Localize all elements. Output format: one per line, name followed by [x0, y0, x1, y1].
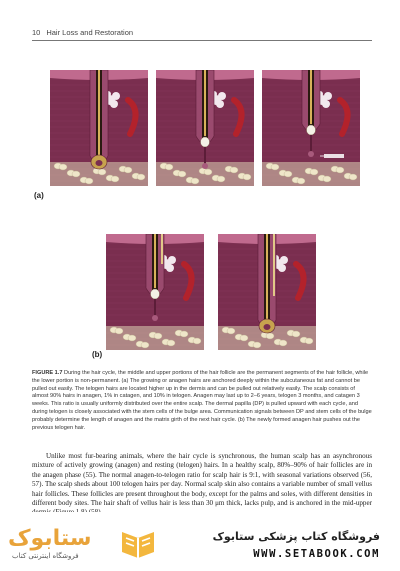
follicle-panel-4 — [106, 234, 204, 350]
logo-subtitle: فروشگاه اینترنتی کتاب — [12, 552, 79, 560]
running-title: Hair Loss and Restoration — [46, 28, 134, 37]
page-number: 10 — [32, 28, 41, 37]
book-badge-icon — [118, 526, 158, 560]
setabook-logo — [8, 526, 91, 551]
caption-text: During the hair cycle, the middle and upper portions of the hair follicle are the permanent segments of the hair follicle, while the lower portion is non-permanent. (a) The growing or anagen hairs are anchored deeply within the subcutaneous fat and cannot be pulled out easily. The telogen hairs are located higher up in the dermis and can be pulled out relatively easily. The scalp consists of almost 90% hairs in anagen, 1% in catagen, and 10% in telogen. Anagen may last up to 2–6 years, telogen 3 months, and catagen 3 weeks. This ratio is usually uniformly distributed over the entire scalp. The dermal papilla (DP) is pulled upward with each cycle, and during telogen is closely associated with the stem cells of the bulge area. Communication signals between DP and stem cells of the bulge probably determine the length of anagen and the matrix girth of the next hair cycle. (b) The newly formed anagen hair pushes out the previous telogen hair. — [32, 370, 372, 431]
running-header — [32, 28, 372, 42]
body-text — [32, 452, 372, 518]
footer-banner — [0, 512, 400, 571]
logo-wordmark: ستابوک — [8, 526, 92, 551]
header-rule — [32, 40, 372, 41]
body-paragraph: Unlike most fur-bearing animals, where the hair cycle is synchronous, the human scalp has an asynchronous mixture of actively growing (anagen) and resting (telogen) hairs. In a healthy scalp, 80%–90% of hair follicles are in the anagen phase (55). The normal anagen-to-telogen ratio for scalp hair is 9:1, with seasonal variations observed (56, 57). The scalp sheds about 100 telogen hairs per day. Normal scalp skin also contains a variable number of small vellus hair follicles. These follicles are present throughout the body, except for the palms and soles, with different densities in different body sites. The hair shaft of vellus hair is less than 30 μm thick, lacks pulp, and is anchored in the mid-upper — [32, 452, 372, 508]
shop-title: فروشگاه کتاب پزشکی ستابوک — [212, 530, 380, 543]
panel-label-b: (b) — [92, 350, 103, 359]
follicle-panel-1 — [50, 70, 148, 186]
follicle-panel-2 — [156, 70, 254, 186]
follicle-panel-3 — [262, 70, 360, 186]
panel-label-a: (a) — [34, 191, 44, 200]
figure-caption — [32, 370, 372, 432]
follicle-panel-5 — [218, 234, 316, 350]
caption-label: FIGURE 1.7 — [32, 370, 63, 376]
shop-url[interactable]: WWW.SETABOOK.COM — [253, 548, 380, 560]
